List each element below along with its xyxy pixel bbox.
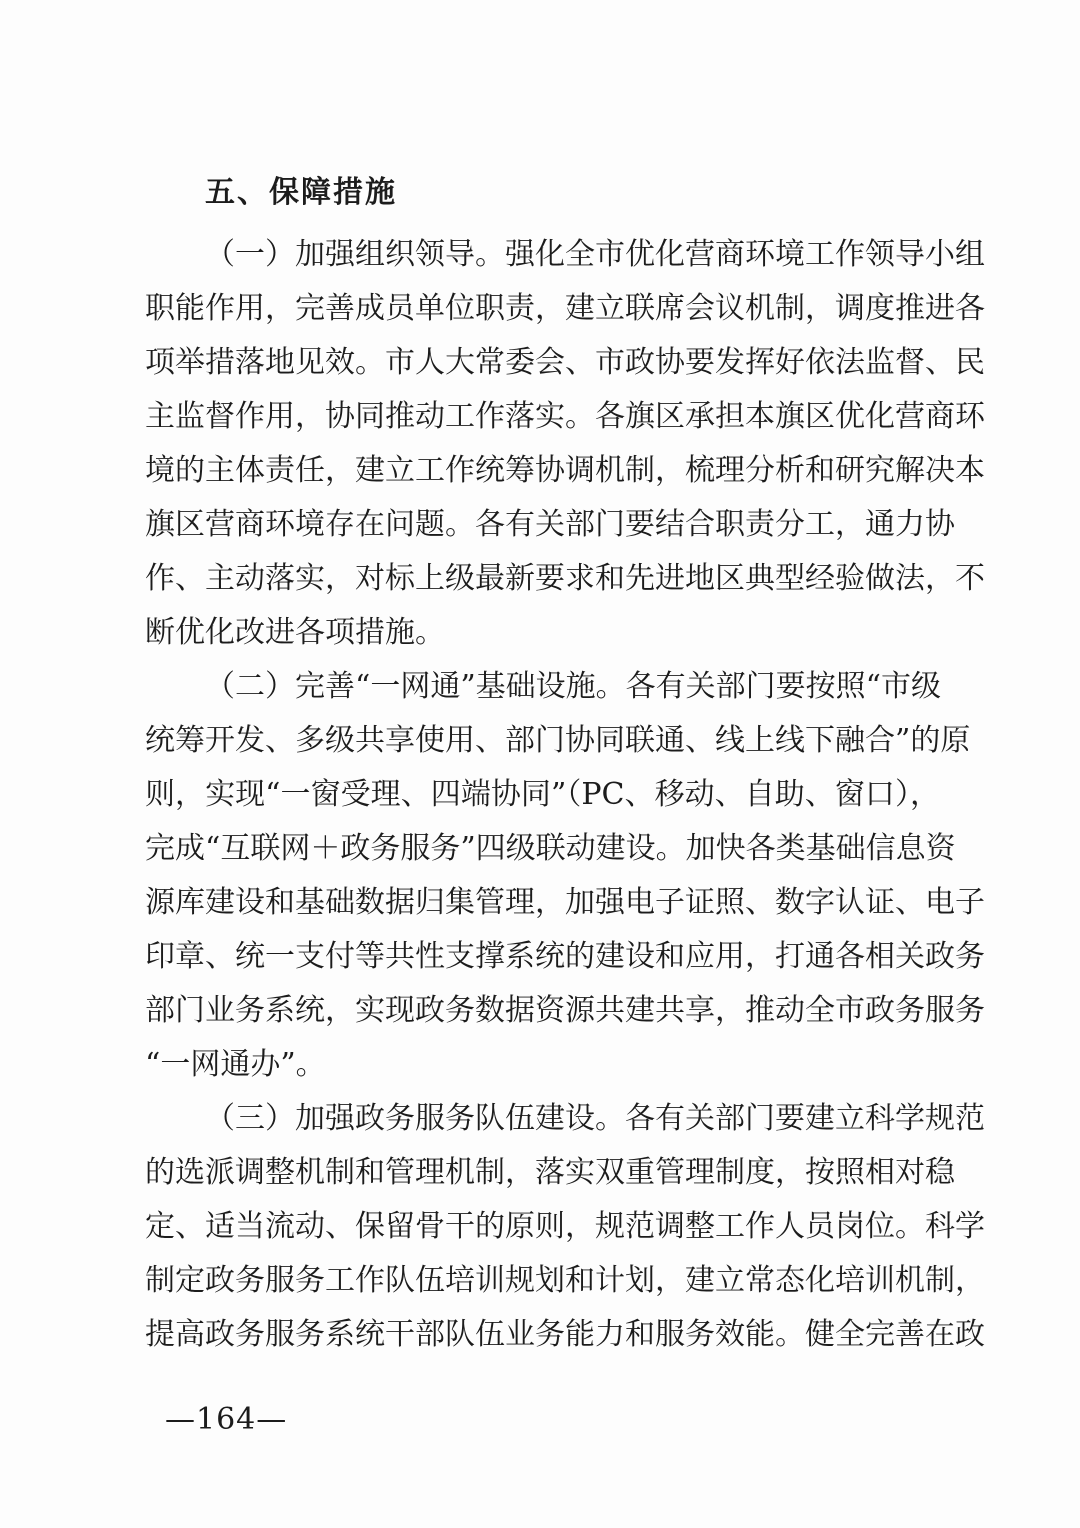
paragraph-1-line-7: 作、主动落实，对标上级最新要求和先进地区典型经验做法，不 bbox=[145, 561, 985, 596]
paragraph-1-line-1: （一）加强组织领导。强化全市优化营商环境工作领导小组 bbox=[205, 237, 985, 272]
paragraph-3-line-2: 的选派调整机制和管理机制，落实双重管理制度，按照相对稳 bbox=[145, 1155, 955, 1190]
paragraph-1-line-3: 项举措落地见效。市人大常委会、市政协要发挥好依法监督、民 bbox=[145, 345, 985, 380]
paragraph-2-line-8: “一网通办”。 bbox=[145, 1047, 326, 1082]
paragraph-3-line-3: 定、适当流动、保留骨干的原则，规范调整工作人员岗位。科学 bbox=[145, 1209, 985, 1244]
page-number: —164— bbox=[165, 1402, 288, 1437]
paragraph-2-line-7: 部门业务系统，实现政务数据资源共建共享，推动全市政务服务 bbox=[145, 993, 985, 1028]
paragraph-2-line-4: 完成“互联网＋政务服务”四级联动建设。加快各类基础信息资 bbox=[145, 831, 956, 866]
paragraph-2-line-2: 统筹开发、多级共享使用、部门协同联通、线上线下融合”的原 bbox=[145, 723, 971, 758]
paragraph-2-line-1: （二）完善“一网通”基础设施。各有关部门要按照“市级 bbox=[205, 669, 942, 704]
paragraph-3-line-5: 提高政务服务系统干部队伍业务能力和服务效能。健全完善在政 bbox=[145, 1317, 985, 1352]
paragraph-1-line-2: 职能作用，完善成员单位职责，建立联席会议机制，调度推进各 bbox=[145, 291, 985, 326]
paragraph-1-line-6: 旗区营商环境存在问题。各有关部门要结合职责分工，通力协 bbox=[145, 507, 955, 542]
paragraph-2-line-5: 源库建设和基础数据归集管理，加强电子证照、数字认证、电子 bbox=[145, 885, 985, 920]
paragraph-3-line-4: 制定政务服务工作队伍培训规划和计划，建立常态化培训机制， bbox=[145, 1263, 985, 1298]
paragraph-3-line-1: （三）加强政务服务队伍建设。各有关部门要建立科学规范 bbox=[205, 1101, 985, 1136]
section-heading: 五、保障措施 bbox=[205, 175, 397, 210]
paragraph-2-line-3: 则，实现“一窗受理、四端协同”（PC、移动、自助、窗口）， bbox=[145, 777, 940, 812]
paragraph-1-line-8: 断优化改进各项措施。 bbox=[145, 615, 445, 650]
paragraph-2-line-6: 印章、统一支付等共性支撑系统的建设和应用，打通各相关政务 bbox=[145, 939, 985, 974]
paragraph-1-line-5: 境的主体责任，建立工作统筹协调机制，梳理分析和研究解决本 bbox=[145, 453, 985, 488]
paragraph-1-line-4: 主监督作用，协同推动工作落实。各旗区承担本旗区优化营商环 bbox=[145, 399, 985, 434]
